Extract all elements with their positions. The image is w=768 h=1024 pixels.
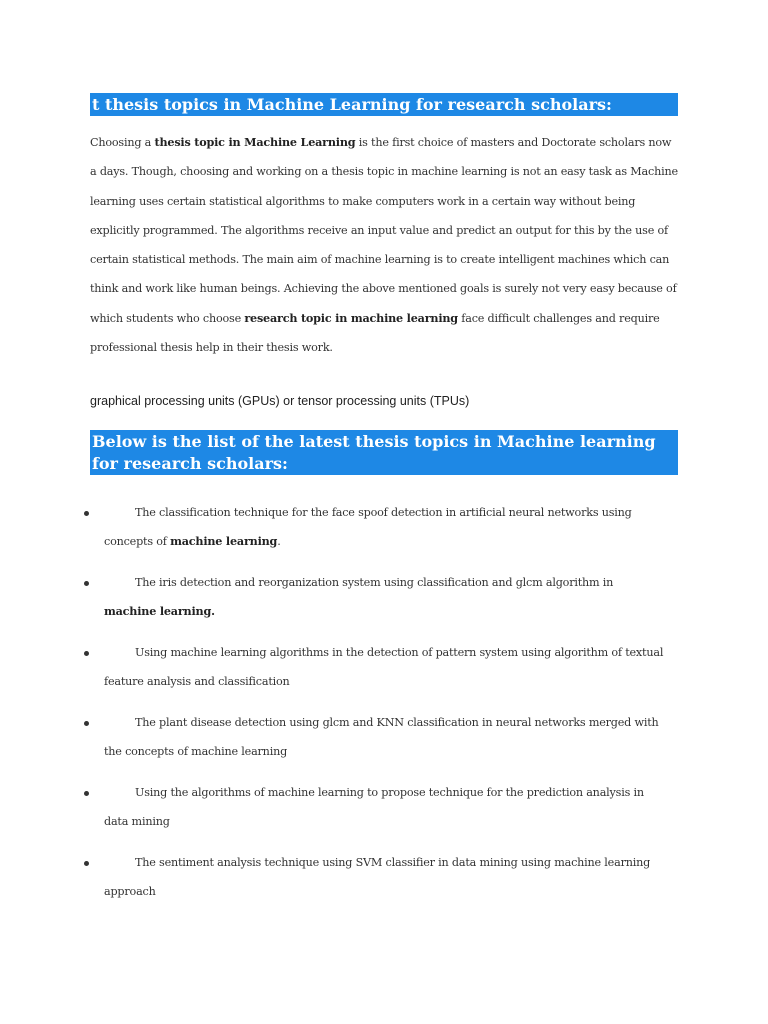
topic-text-main: Using machine learning algorithms in the detection of pattern system using algorithm of textual feature analysis and classification: [104, 646, 664, 689]
bullet-icon: [84, 511, 89, 516]
intro-bold-research-topic: research topic in machine learning: [244, 310, 458, 325]
topic-text-main: The classification technique for the face spoof detection in artificial neural networks using concepts of: [104, 506, 632, 549]
intro-bold-thesis-topic: thesis topic in Machine Learning: [154, 135, 356, 149]
gpu-tpu-line: graphical processing units (GPUs) or tensor processing units (TPUs): [90, 394, 470, 408]
topic-text-bold: machine learning.: [104, 604, 215, 619]
topic-text-main: The plant disease detection using glcm and KNN classification in neural networks merged with the concepts of machine learning: [104, 716, 659, 759]
topic-text-main: Using the algorithms of machine learning to propose technique for the prediction analysis in data mining: [104, 786, 644, 829]
topic-text-tail: .: [277, 535, 281, 549]
section-heading-thesis-topics: t thesis topics in Machine Learning for research scholars:: [90, 93, 678, 116]
topic-text: [104, 848, 664, 907]
intro-text-1: Choosing a: [90, 136, 155, 149]
topic-text: [104, 778, 664, 837]
bullet-icon: [84, 861, 89, 866]
section-heading-topic-list: Below is the list of the latest thesis topics in Machine learning for research scholars:: [90, 430, 678, 475]
topic-text-main: The iris detection and reorganization system using classification and glcm algorithm in: [135, 576, 614, 589]
intro-text-2: is the first choice of masters and Doctorate scholars now a days. Though, choosing and working on a thesis topic in machine learning is not an easy task as Machine learning uses certain statistical algorithms to make computers work in a certain way without being explicitly programmed. The algorithms receive an input value and predict an output for this by the use of certain statistical methods. The main aim of machine learning is to create intelligent machines which can think and work like human beings. Achieving the above mentioned goals is surely not very easy because of which students who choose: [90, 136, 678, 325]
bullet-icon: [84, 721, 89, 726]
bullet-icon: [84, 581, 89, 586]
topic-text: [104, 638, 664, 697]
bullet-icon: [84, 791, 89, 796]
topic-text: [104, 708, 664, 767]
intro-paragraph: [90, 128, 678, 362]
intro-text-3: face difficult challenges and require professional thesis help in their thesis work.: [90, 311, 660, 355]
topic-text-bold: machine learning: [170, 534, 278, 549]
topic-text-main: The sentiment analysis technique using SVM classifier in data mining using machine learning approach: [104, 856, 651, 899]
topic-text: [104, 568, 664, 627]
bullet-icon: [84, 651, 89, 656]
topic-text: [104, 498, 664, 557]
